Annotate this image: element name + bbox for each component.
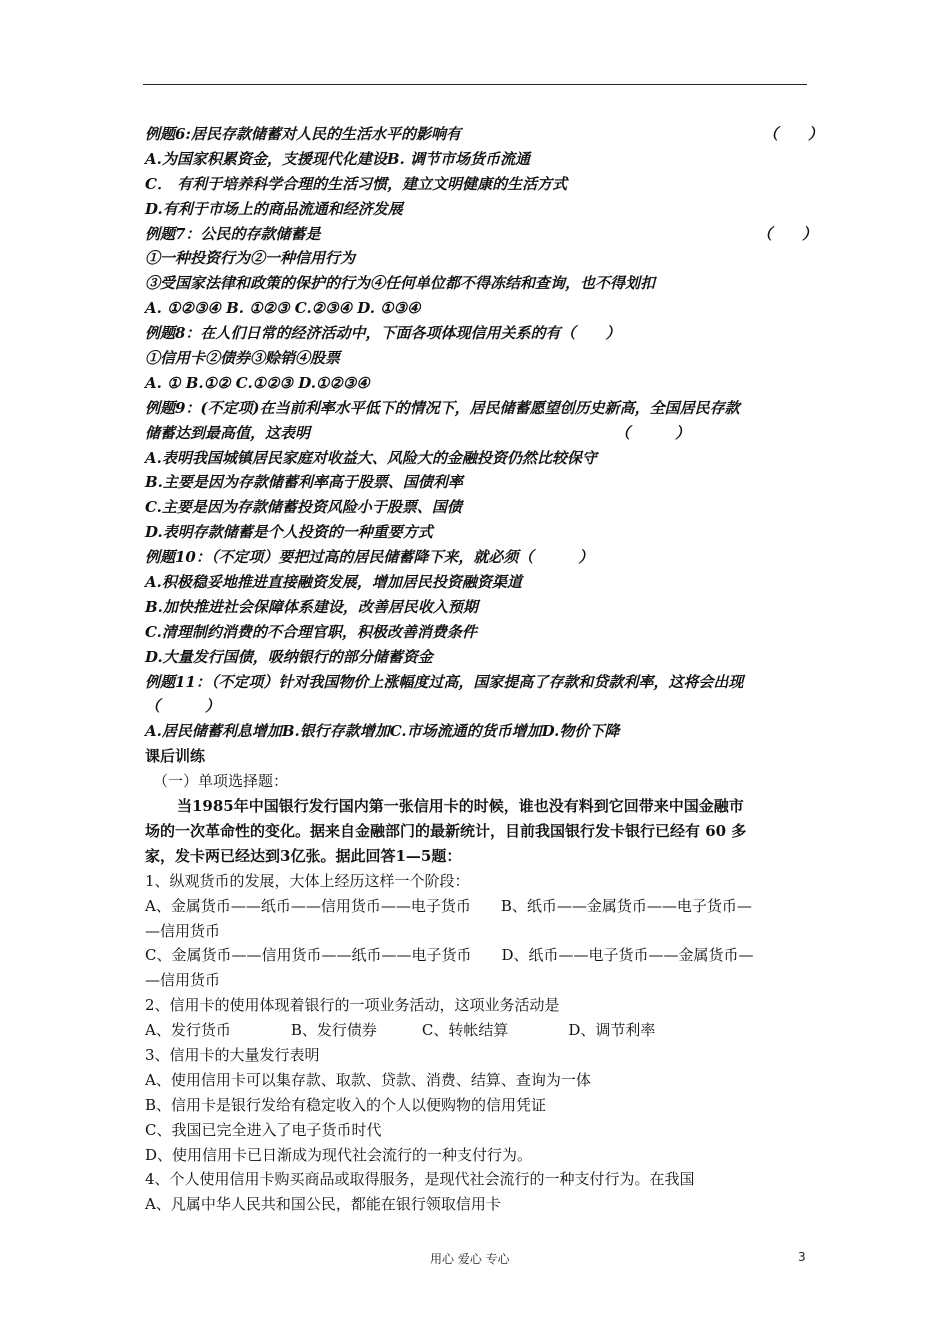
practice-questions [145,869,810,1217]
example-line [145,122,824,147]
example-line-text: 例题11：（不定项）针对我国物价上涨幅度过高，国家提高了存款和贷款利率，这将会出现 [145,672,744,691]
example-line [145,470,810,495]
question-line: D、使用信用卡已日渐成为现代社会流行的一种支付行为。 [145,1145,533,1164]
example-line [145,396,810,421]
example-line-text: ③受国家法律和政策的保护的行为④任何单位都不得冻结和查询，也不得划扣 [145,274,656,293]
example-line-text: A.为国家积累资金，支援现代化建设B. 调节市场货币流通 [145,149,530,168]
example-line [145,670,810,695]
example-line-text: 例题8：在人们日常的经济活动中，下面各项体现信用关系的有（ ） [145,324,621,343]
example-line [145,321,810,346]
example-line-text: C． 有利于培养科学合理的生活习惯，建立文明健康的生活方式 [145,174,568,193]
question-line: A、金属货币——纸币——信用货币——电子货币 B、纸币——金属货币——电子货币— [145,896,752,915]
example-line-text: （ ） [145,697,221,716]
question-line: —信用货币 [145,921,221,940]
question-line: A、发行货币 B、发行债券 C、转帐结算 D、调节利率 [145,1021,656,1040]
example-line-text: 例题6:居民存款储蓄对人民的生活水平的影响有 [145,125,461,143]
example-line [145,147,810,172]
question-line: 2、信用卡的使用体现着银行的一项业务活动，这项业务活动是 [145,996,560,1015]
answer-bracket: （ ） [763,125,824,143]
example-line-text: C.主要是因为存款储蓄投资风险小于股票、国债 [145,498,462,517]
question-line: A、凡属中华人民共和国公民，都能在银行领取信用卡 [145,1195,501,1214]
example-line [145,246,810,271]
question-line: —信用货币 [145,971,221,990]
example-line-text: C.清理制约消费的不合理官职，积极改善消费条件 [145,622,477,641]
example-line-text: A.居民储蓄利息增加B.银行存款增加C.市场流通的货币增加D.物价下降 [145,722,620,741]
example-line [145,271,810,296]
question-line: B、信用卡是银行发给有稳定收入的个人以便购物的信用凭证 [145,1095,547,1114]
example-line-text: A. ① B.①② C.①②③ D.①②③④ [145,373,370,392]
page-number: 3 [798,1250,806,1264]
example-line-text: 例题9：(不定项)在当前利率水平低下的情况下，居民储蓄愿望创历史新高，全国居民存款 [145,398,740,417]
example-line-text: 例题7：公民的存款储蓄是 [145,224,321,243]
example-line-text: B.主要是因为存款储蓄利率高于股票、国债利率 [145,473,463,492]
example-line [145,296,810,321]
example-line-text: ①信用卡②债券③赊销④股票 [145,349,341,368]
example-questions [145,122,824,744]
example-line [145,371,810,396]
example-line [145,222,818,247]
example-line [145,172,810,197]
example-line [145,446,810,471]
example-line-text: A.表明我国城镇居民家庭对收益大、风险大的金融投资仍然比较保守 [145,448,597,467]
example-line [145,545,810,570]
example-line [145,645,810,670]
subsection-title: （一）单项选择题： [153,772,289,791]
passage-line: 场的一次革命性的变化。据来自金融部门的最新统计，目前我国银行发卡银行已经有 60 多 [145,821,747,840]
reading-passage [145,794,810,869]
example-line [145,346,810,371]
example-line [145,570,810,595]
question-line: 4、个人使用信用卡购买商品或取得服务，是现代社会流行的一种支付行为。在我国 [145,1170,695,1189]
example-line-text: 储蓄达到最高值，这表明 [145,423,311,442]
question-line: 1、纵观货币的发展，大体上经历这样一个阶段： [145,871,470,890]
question-line: C、金属货币——信用货币——纸币——电子货币 D、纸币——电子货币——金属货币— [145,946,754,965]
passage-line: 当1985年中国银行发行国内第一张信用卡的时候，谁也没有料到它回带来中国金融市 [177,797,744,816]
example-line [145,495,810,520]
answer-bracket: （ ） [757,224,818,243]
example-line-text: ①一种投资行为②一种信用行为 [145,249,356,268]
example-line [145,719,810,744]
answer-bracket: （ ） [615,423,691,442]
example-line-text: A. ①②③④ B. ①②③ C.②③④ D. ①③④ [145,299,421,318]
header-rule [143,84,807,85]
example-line-text: 例题10：（不定项）要把过高的居民储蓄降下来，就必须（ ） [145,548,594,567]
question-line: 3、信用卡的大量发行表明 [145,1045,320,1064]
example-line-text: D.表明存款储蓄是个人投资的一种重要方式 [145,523,433,542]
section-title: 课后训练 [145,747,206,766]
question-line: A、使用信用卡可以集存款、取款、贷款、消费、结算、查询为一体 [145,1070,591,1089]
example-line [145,421,810,446]
footer-motto: 用心 爱心 专心 [430,1252,510,1266]
example-line-text: B.加快推进社会保障体系建设，改善居民收入预期 [145,597,478,616]
passage-line: 家，发卡两已经达到3亿张。据此回答1—5题： [145,846,462,865]
example-line-text: D.有利于市场上的商品流通和经济发展 [145,199,403,218]
example-line-text: D.大量发行国债，吸纳银行的部分储蓄资金 [145,647,433,666]
example-line-text: A.积极稳妥地推进直接融资发展，增加居民投资融资渠道 [145,573,522,592]
example-line [145,694,810,719]
question-line: C、我国已完全进入了电子货币时代 [145,1120,382,1139]
example-line [145,595,810,620]
example-line [145,197,810,222]
page-content [145,122,824,1217]
example-line [145,620,810,645]
example-line [145,520,810,545]
